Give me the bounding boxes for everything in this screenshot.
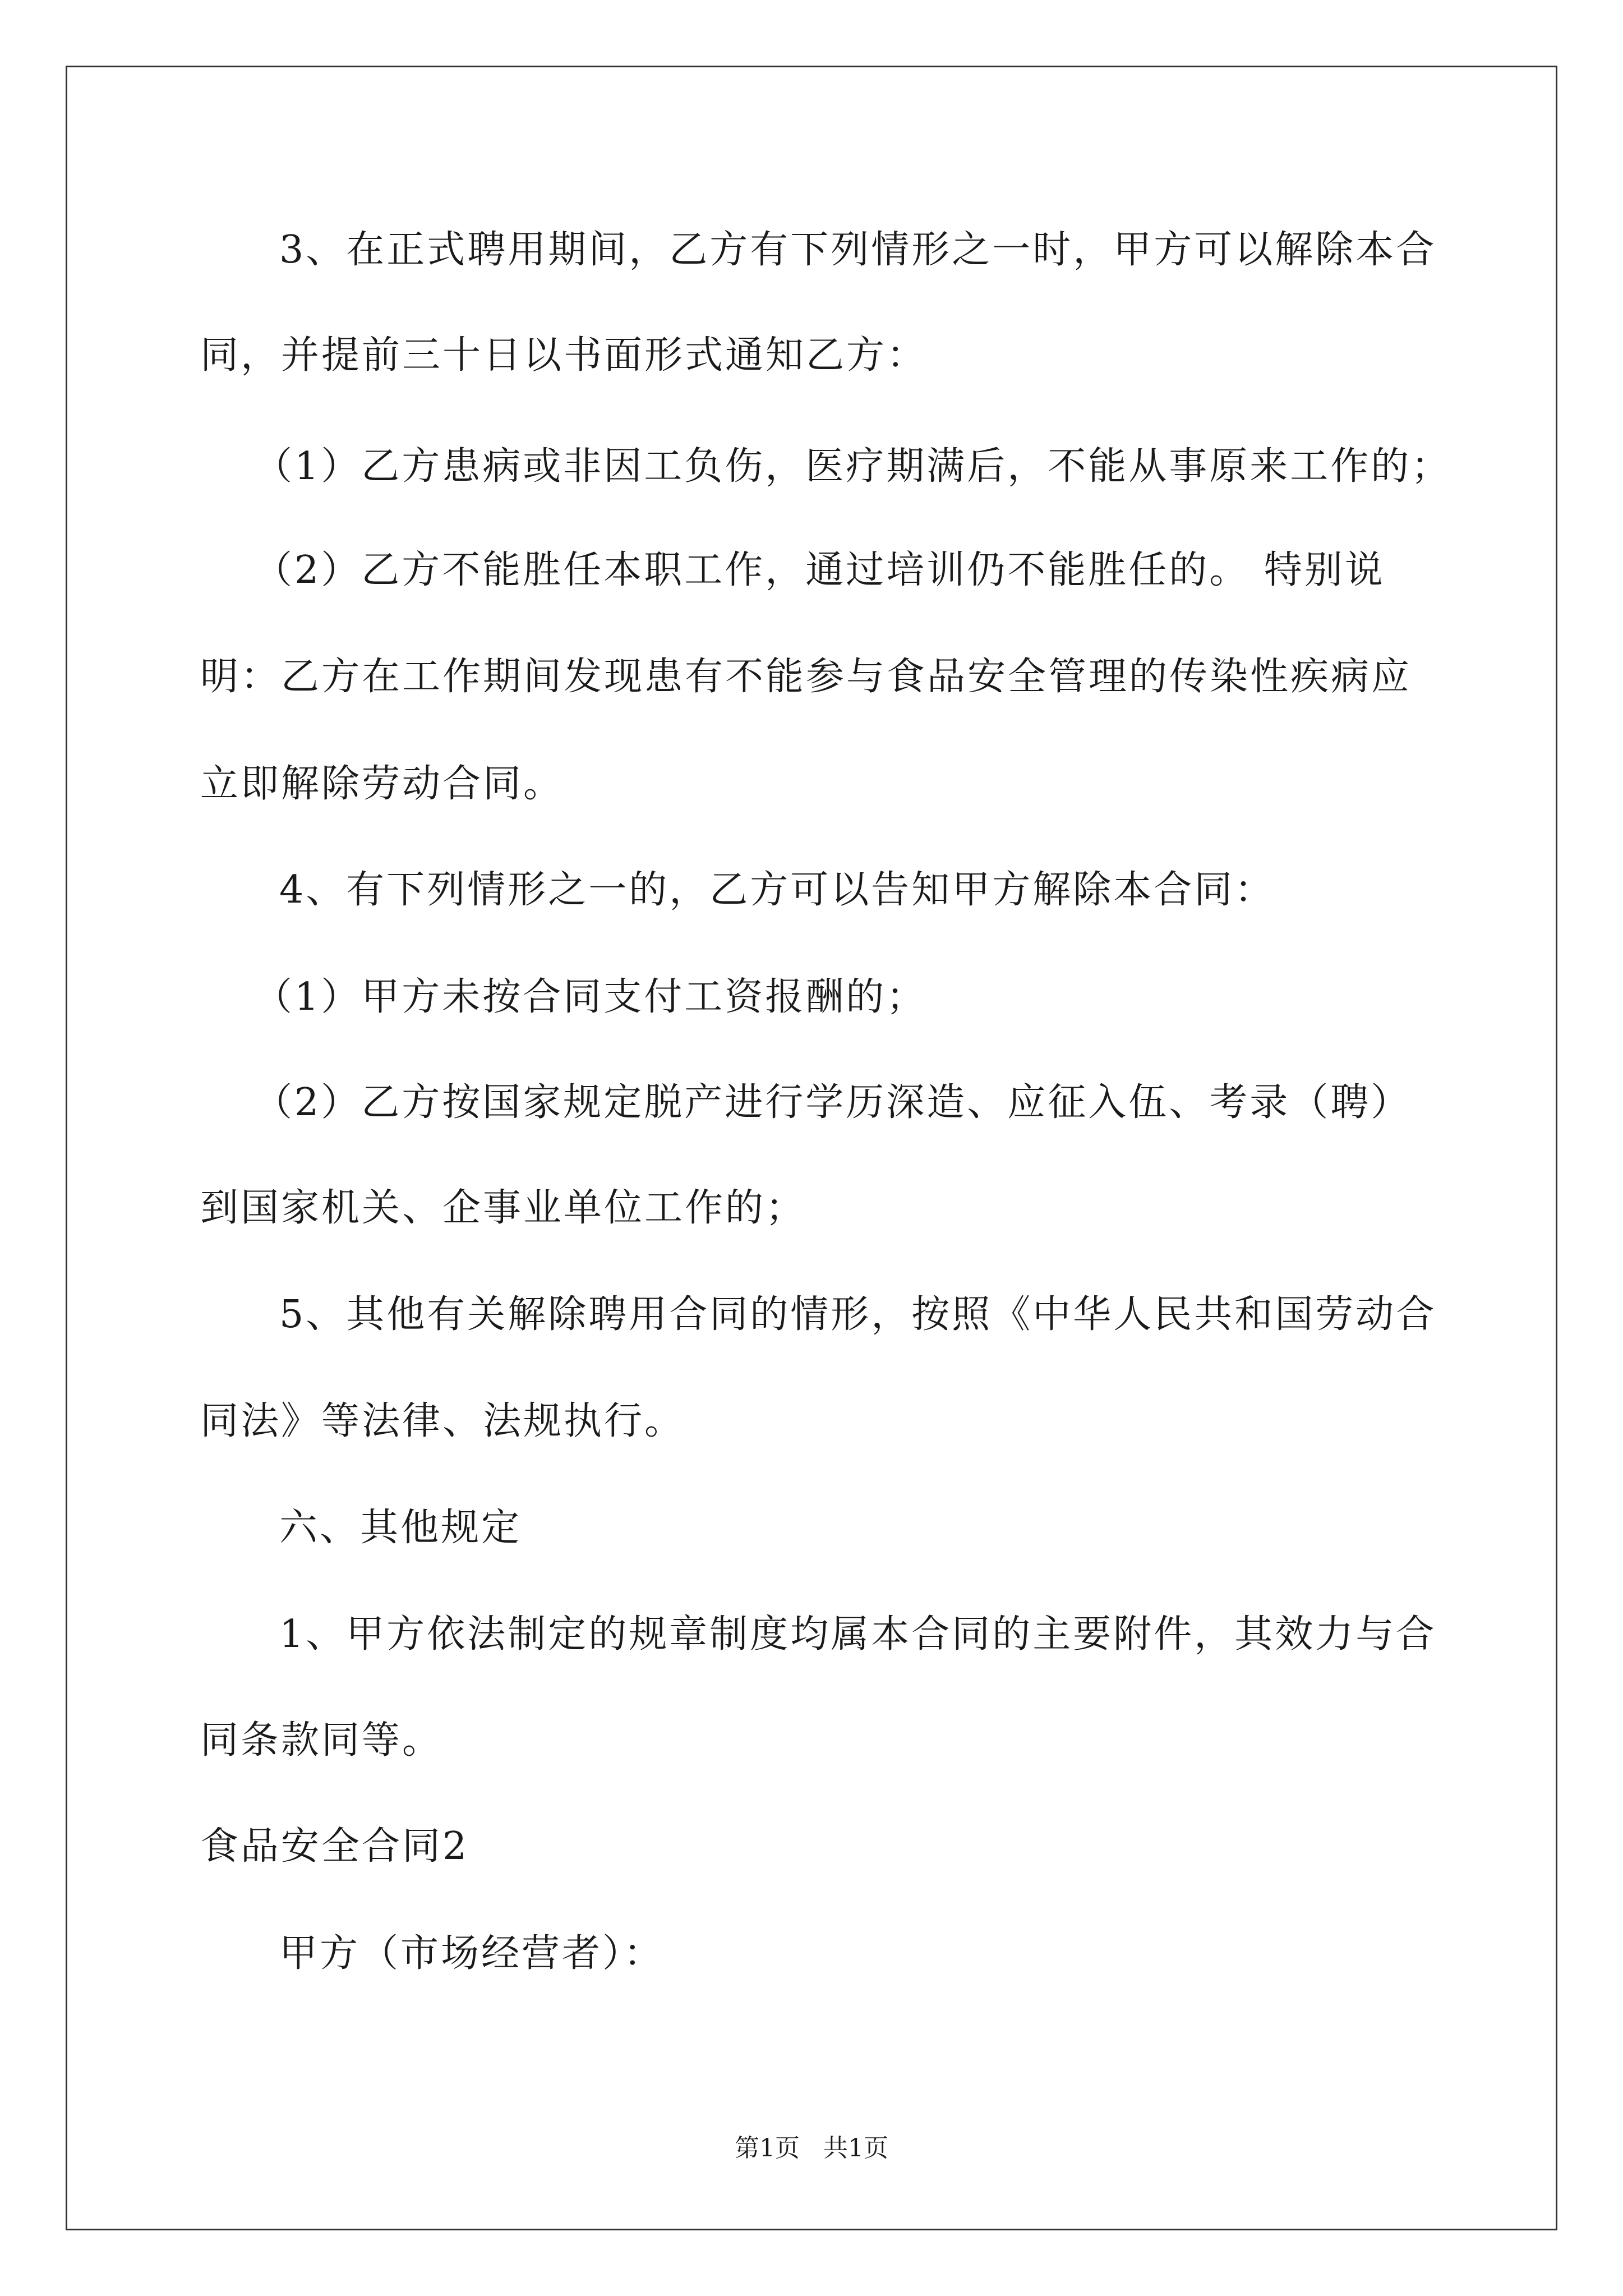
paragraph-line: 4、有下列情形之一的，乙方可以告知甲方解除本合同：: [279, 868, 1275, 912]
paragraph-line: 明：乙方在工作期间发现患有不能参与食品安全管理的传染性疾病应: [200, 655, 1412, 699]
paragraph-line: （1）甲方未按合同支付工资报酬的；: [254, 975, 927, 1019]
paragraph-line: 1、甲方依法制定的规章制度均属本合同的主要附件，其效力与合: [279, 1612, 1437, 1657]
paragraph-line: 甲方（市场经营者）：: [279, 1931, 665, 1976]
section-heading: 六、其他规定: [279, 1506, 522, 1550]
page-number-footer: 第1页 共1页: [735, 2134, 888, 2162]
paragraph-line: （2）乙方不能胜任本职工作，通过培训仍不能胜任的。 特别说: [254, 548, 1385, 592]
document-subtitle: 食品安全合同2: [200, 1824, 469, 1869]
paragraph-line: 到国家机关、企事业单位工作的；: [200, 1186, 806, 1230]
paragraph-line: （2）乙方按国家规定脱产进行学历深造、应征入伍、考录（聘）: [254, 1080, 1412, 1125]
paragraph-line: 3、在正式聘用期间，乙方有下列情形之一时，甲方可以解除本合: [279, 228, 1437, 272]
paragraph-line: 同，并提前三十日以书面形式通知乙方：: [200, 333, 928, 378]
page-border: [66, 66, 1557, 2230]
paragraph-line: 5、其他有关解除聘用合同的情形，按照《中华人民共和国劳动合: [279, 1292, 1437, 1337]
paragraph-line: 同条款同等。: [200, 1718, 443, 1763]
paragraph-line: 同法》等法律、法规执行。: [200, 1399, 685, 1443]
paragraph-line: 立即解除劳动合同。: [200, 762, 564, 806]
paragraph-line: （1）乙方患病或非因工负伤，医疗期满后，不能从事原来工作的；: [254, 444, 1452, 489]
